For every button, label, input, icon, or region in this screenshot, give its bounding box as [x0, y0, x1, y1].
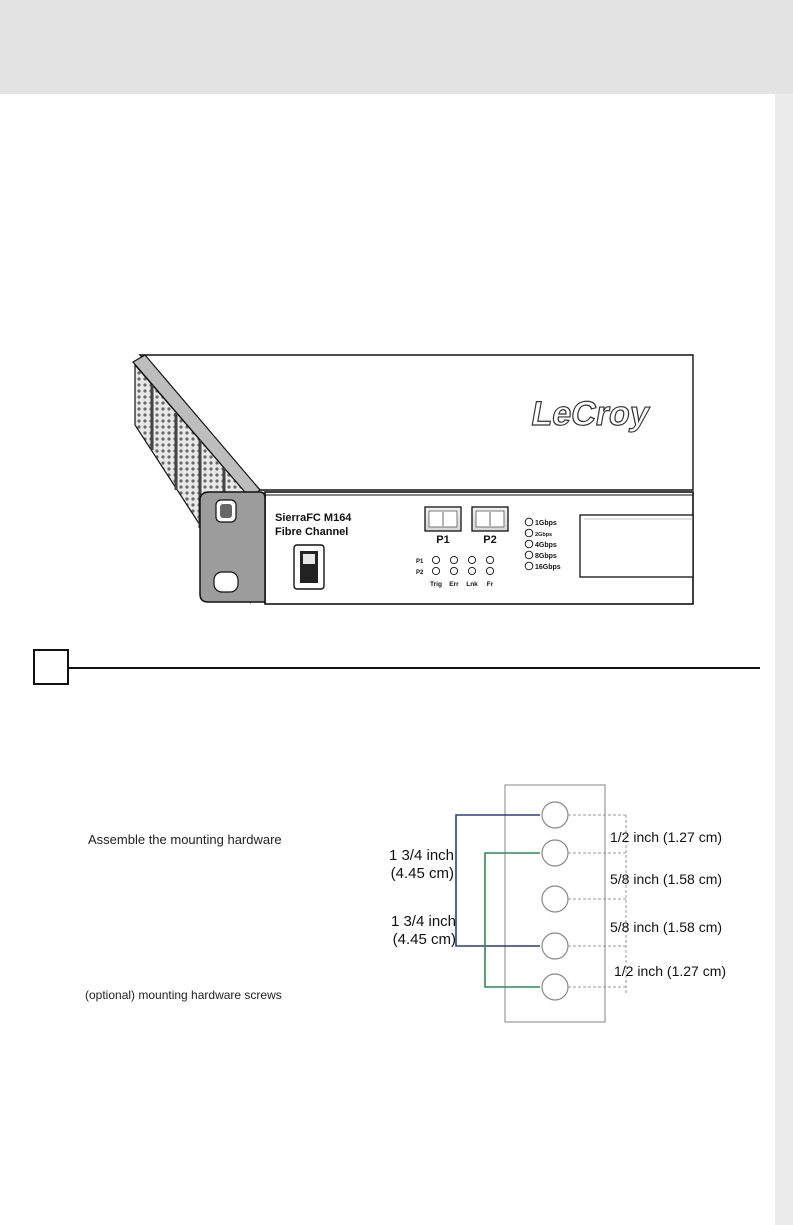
- top-gray-band: [0, 0, 793, 94]
- mounting-hole: [542, 933, 568, 959]
- svg-text:8Gbps: 8Gbps: [535, 553, 557, 560]
- section-marker-box: [33, 649, 69, 685]
- right-dimension-label-3: 5/8 inch (1.58 cm): [610, 919, 723, 935]
- left-dimension-label-1b: (4.45 cm): [390, 865, 454, 882]
- model-name-line2: Fibre Channel: [275, 526, 349, 538]
- device-illustration: [100, 340, 793, 620]
- svg-text:P1: P1: [436, 534, 450, 546]
- brand-logo: [529, 395, 653, 433]
- left-dimension-label-1: 1 3/4 inch: [388, 847, 454, 864]
- right-dimension-label-1: 1/2 inch (1.27 cm): [610, 829, 723, 845]
- clipped-text-line-1: Assemble the mounting hardware: [88, 832, 282, 847]
- svg-text:P2: P2: [416, 570, 424, 576]
- left-dimension-label-2b: (4.45 cm): [392, 931, 456, 948]
- svg-text:Trig: Trig: [430, 581, 442, 588]
- svg-text:Fr: Fr: [486, 581, 494, 588]
- right-dimension-label-4: 1/2 inch (1.27 cm): [614, 963, 727, 979]
- svg-text:Lnk: Lnk: [466, 581, 478, 588]
- svg-text:Err: Err: [449, 581, 459, 588]
- mounting-hole-diagram: [370, 780, 793, 1030]
- svg-text:4Gbps: 4Gbps: [535, 542, 557, 549]
- model-name-line1: SierraFC M164: [275, 512, 352, 524]
- right-page-edge: [775, 94, 793, 1225]
- section-rule: [69, 667, 760, 669]
- mounting-hole: [542, 974, 568, 1000]
- svg-text:P1: P1: [416, 559, 424, 565]
- lcd-display: [580, 515, 693, 577]
- svg-text:2Gbps: 2Gbps: [535, 532, 553, 538]
- svg-text:P2: P2: [483, 534, 497, 546]
- right-dimension-label-2: 5/8 inch (1.58 cm): [610, 871, 723, 887]
- power-switch: [294, 545, 324, 589]
- mounting-hole: [542, 802, 568, 828]
- svg-text:16Gbps: 16Gbps: [535, 564, 561, 571]
- mounting-hole: [542, 886, 568, 912]
- clipped-text-line-2: (optional) mounting hardware screws: [85, 988, 282, 1002]
- svg-text:1Gbps: 1Gbps: [535, 520, 557, 527]
- mounting-hole: [542, 840, 568, 866]
- svg-text:LeCroy: LeCroy: [528, 395, 653, 433]
- left-dimension-label-2: 1 3/4 inch: [390, 913, 456, 930]
